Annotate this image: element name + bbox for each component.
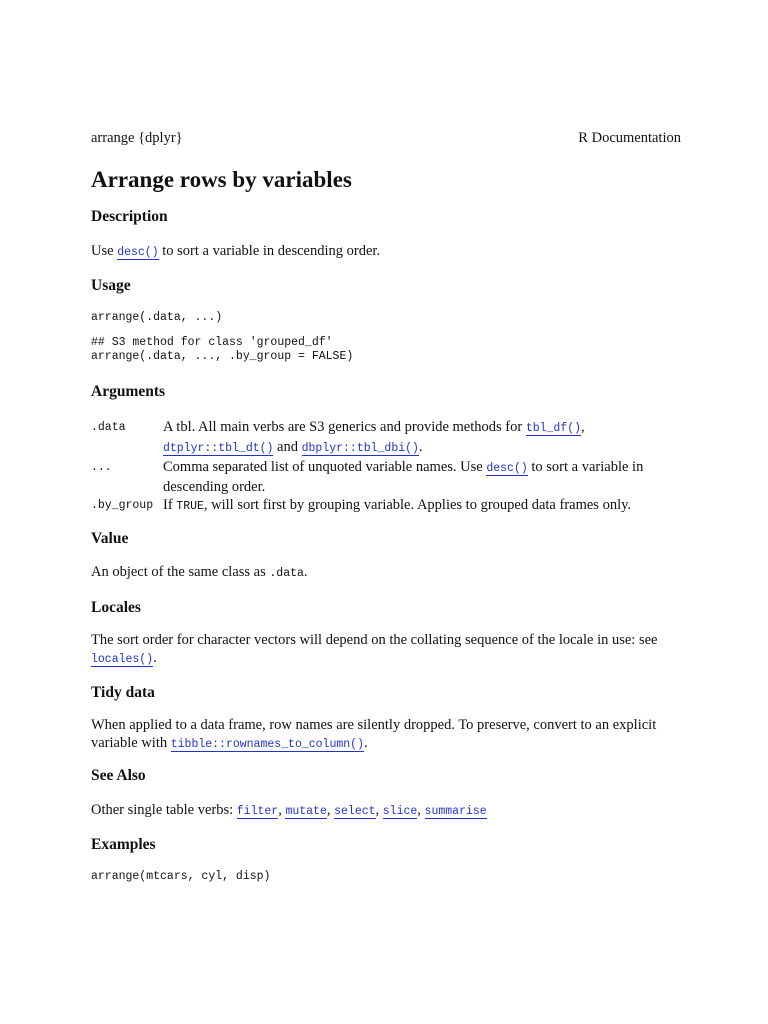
locales-text-before: The sort order for character vectors will depend on the collating sequence of the locale in use: see bbox=[91, 632, 658, 648]
section-heading-value: Value bbox=[91, 530, 129, 547]
section-heading-locales: Locales bbox=[91, 599, 141, 616]
argument-name: .by_group bbox=[91, 499, 154, 512]
filter-link-code: filter bbox=[236, 805, 279, 818]
slice-link-code: slice bbox=[382, 805, 418, 818]
arguments-table bbox=[91, 418, 681, 516]
see-also-separator: , bbox=[375, 802, 383, 818]
argument-name: .data bbox=[91, 421, 126, 434]
desc-link[interactable] bbox=[117, 243, 158, 260]
desc-link-code: desc() bbox=[117, 246, 159, 259]
argument-separator-and: and bbox=[273, 439, 302, 455]
rownames-to-column-link[interactable] bbox=[171, 735, 364, 752]
see-also-separator: , bbox=[326, 802, 335, 818]
doc-label: R Documentation bbox=[578, 130, 681, 146]
argument-description bbox=[163, 496, 681, 516]
locales-link-code: locales() bbox=[91, 652, 154, 666]
summarise-link[interactable] bbox=[425, 802, 487, 819]
description-text-before: Use bbox=[91, 243, 118, 259]
argument-text-after: to sort a variable in descending order. bbox=[163, 459, 644, 495]
desc-link-args[interactable] bbox=[486, 459, 527, 476]
argument-row bbox=[91, 496, 681, 516]
filter-link[interactable] bbox=[237, 802, 278, 819]
argument-row bbox=[91, 458, 681, 496]
mutate-link-code: mutate bbox=[285, 805, 327, 818]
see-also-separator: , bbox=[278, 802, 286, 818]
locales-text bbox=[91, 632, 681, 667]
section-heading-tidy-data: Tidy data bbox=[91, 684, 155, 701]
tidy-data-text bbox=[91, 717, 681, 752]
usage-code-block bbox=[91, 311, 681, 364]
help-header bbox=[91, 130, 681, 148]
see-also-text bbox=[91, 802, 681, 820]
usage-line-1: arrange(.data, ...) bbox=[91, 311, 223, 324]
usage-line-2: ## S3 method for class 'grouped_df' bbox=[91, 336, 333, 349]
summarise-link-code: summarise bbox=[424, 805, 487, 818]
argument-description bbox=[163, 458, 681, 496]
argument-code-true: TRUE bbox=[176, 500, 204, 513]
section-heading-arguments: Arguments bbox=[91, 383, 166, 400]
tidy-data-text-after: . bbox=[363, 734, 368, 751]
argument-end: . bbox=[418, 439, 423, 455]
rownames-link-code: tibble::rownames_to_column() bbox=[170, 737, 364, 751]
help-page bbox=[91, 0, 681, 1024]
see-also-text-before: Other single table verbs: bbox=[91, 802, 237, 818]
see-also-separator: , bbox=[417, 802, 425, 818]
tbl-df-link-code: tbl_df() bbox=[525, 422, 582, 435]
select-link-code: select bbox=[334, 805, 376, 818]
value-text-after: . bbox=[303, 564, 308, 580]
arguments-table-wrap bbox=[91, 418, 681, 516]
tidy-data-text-before: When applied to a data frame, row names are silently dropped. To preserve, convert to an explicit variable with bbox=[91, 717, 657, 751]
dtplyr-tbl-dt-link[interactable] bbox=[163, 439, 273, 456]
argument-row bbox=[91, 418, 681, 458]
slice-link[interactable] bbox=[383, 802, 418, 819]
argument-text-after: , will sort first by grouping variable. Applies to grouped data frames only. bbox=[203, 497, 632, 513]
mutate-link[interactable] bbox=[285, 802, 326, 819]
argument-text: A tbl. All main verbs are S3 generics and provide methods for bbox=[163, 419, 526, 435]
argument-text: Comma separated list of unquoted variable names. Use bbox=[163, 459, 487, 475]
section-heading-description: Description bbox=[91, 208, 168, 225]
description-text bbox=[91, 243, 681, 261]
value-text bbox=[91, 564, 681, 582]
argument-separator: , bbox=[581, 419, 585, 435]
section-heading-usage: Usage bbox=[91, 277, 131, 294]
page-title: Arrange rows by variables bbox=[91, 167, 352, 192]
value-code: .data bbox=[269, 567, 304, 580]
dtplyr-link-code: dtplyr::tbl_dt() bbox=[163, 442, 274, 455]
argument-description bbox=[163, 418, 681, 458]
value-text-before: An object of the same class as bbox=[91, 564, 270, 580]
description-text-after: to sort a variable in descending order. bbox=[158, 243, 381, 259]
desc-link-code: desc() bbox=[486, 462, 528, 475]
argument-text: If bbox=[163, 497, 177, 513]
dbplyr-link-code: dbplyr::tbl_dbi() bbox=[301, 442, 419, 455]
section-heading-examples: Examples bbox=[91, 836, 156, 853]
usage-line-3: arrange(.data, ..., .by_group = FALSE) bbox=[91, 350, 354, 363]
locales-link[interactable] bbox=[91, 650, 153, 667]
dbplyr-tbl-dbi-link[interactable] bbox=[302, 439, 419, 456]
locales-text-after: . bbox=[153, 649, 157, 666]
topic-label: arrange {dplyr} bbox=[91, 130, 183, 146]
argument-name: ... bbox=[91, 461, 112, 474]
examples-code: arrange(mtcars, cyl, disp) bbox=[91, 870, 271, 883]
select-link[interactable] bbox=[334, 802, 375, 819]
tbl-df-link[interactable] bbox=[526, 419, 581, 436]
section-heading-see-also: See Also bbox=[91, 767, 146, 784]
